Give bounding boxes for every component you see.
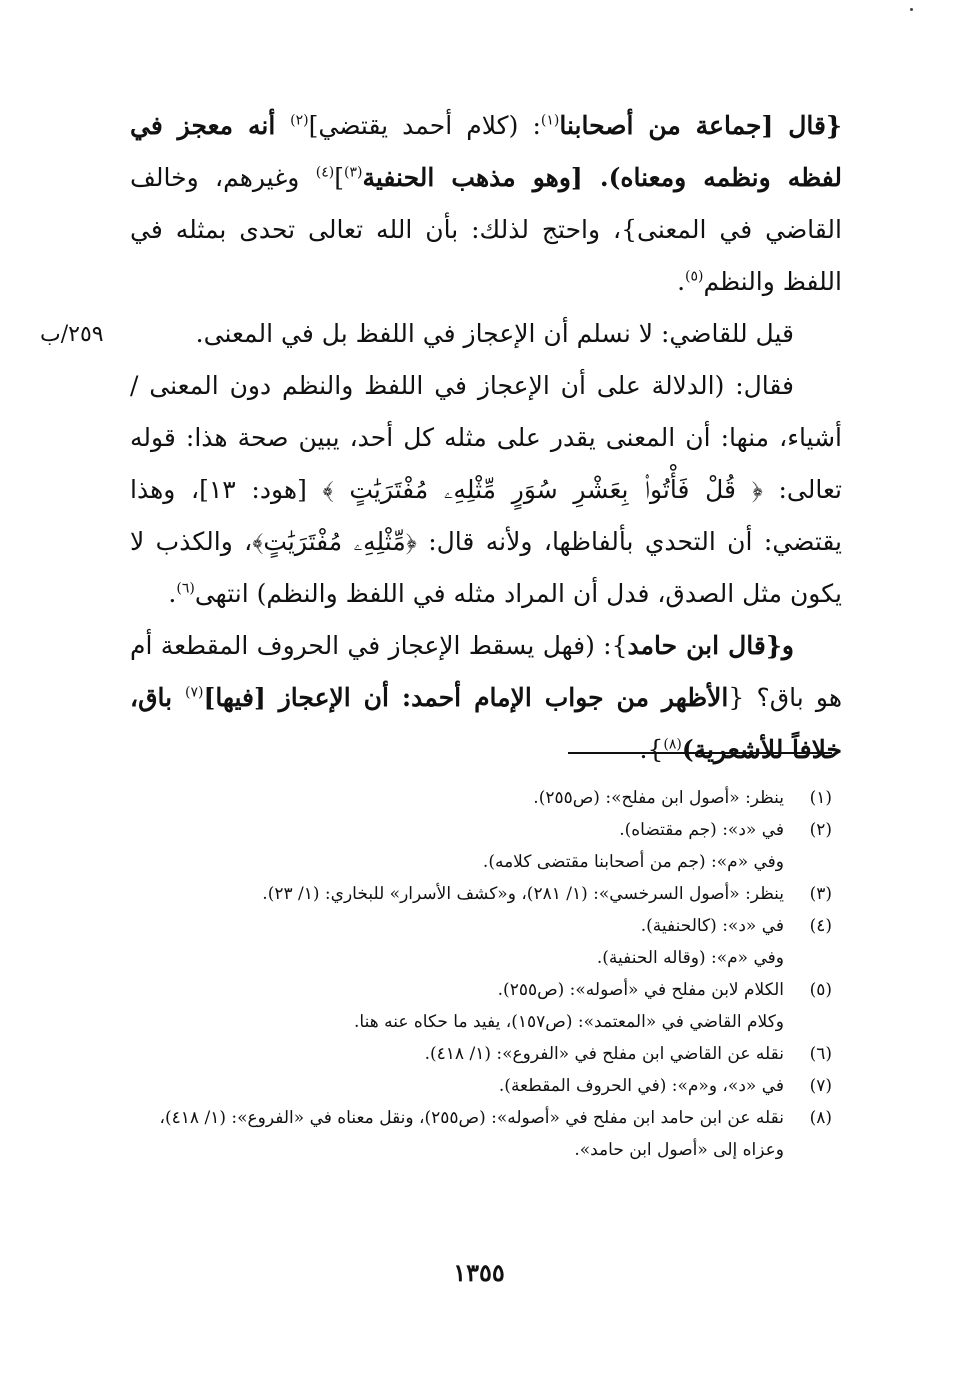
footnote-ref: (١)	[540, 112, 560, 129]
footnote-line	[130, 942, 832, 974]
text-segment: ]	[334, 163, 344, 192]
footnote-number	[784, 942, 832, 974]
text-segment: }: (فهل يسقط الإعجاز في الحروف المقطعة أم هو باق؟ {	[130, 631, 843, 712]
footnote-ref: (٤)	[315, 164, 335, 181]
text-segment: وغيرهم، وخالف القاضي في المعنى}، واحتج لذلك: بأن الله تعالى تحدى بمثله في اللفظ والنظم	[130, 163, 842, 296]
footnote-ref: (٢)	[290, 112, 309, 129]
footnote-line	[130, 1006, 832, 1038]
bold-text-segment: {قال [جماعة من أصحابنا	[559, 111, 842, 140]
main-text	[130, 100, 842, 776]
footnote-text: وفي «م»: (جم من أصحابنا مقتضى كلامه).	[482, 852, 784, 872]
bold-text-segment: باق، خلافاً للأشعرية)	[130, 683, 842, 764]
paragraph	[130, 308, 842, 360]
footnote-number: (٥)	[809, 980, 832, 1000]
footnote-text: في «د»، و«م»: (في الحروف المقطعة).	[498, 1076, 784, 1096]
footnote-text: في «د»: (كالحنفية).	[640, 916, 784, 936]
paragraph	[130, 100, 842, 308]
margin-folio-note: ٢٥٩/ب	[40, 322, 104, 347]
footnote-text: ينظر: «أصول ابن مفلح»: (ص٢٥٥).	[533, 788, 784, 808]
footnote-number: (١)	[809, 788, 832, 808]
footnote-line	[130, 782, 832, 814]
text-segment: : (كلام أحمد يقتضي]	[308, 111, 541, 140]
footnote-line	[130, 878, 832, 910]
footnote-text: وكلام القاضي في «المعتمد»: (ص١٥٧)، يفيد ما حكاه عنه هنا.	[354, 1012, 784, 1032]
footnote-line	[130, 974, 832, 1006]
footnote-text: في «د»: (جم مقتضاه).	[619, 820, 784, 840]
page-number: ١٣٥٥	[453, 1258, 505, 1287]
footnote-ref: (٣)	[343, 164, 363, 181]
text-segment: .	[168, 579, 177, 608]
footnote-number: (٣)	[809, 884, 832, 904]
text-segment: فقال: (الدلالة على أن الإعجاز في اللفظ والنظم دون المعنى / أشياء، منها: أن المعنى يقدر على مثله كل أحد، يبين صحة هذا: قوله تعالى: ﴿ قُلْ فَأْتُوا۟ بِعَشْرِ سُوَرٍ مِّثْلِهِۦ مُفْتَرَيَٰتٍ ﴾ [هود: ١٣]، وهذا يقتضي: أن التحدي بألفاظها، ولأنه قال: ﴿مِّثْلِهِۦ مُفْتَرَيَٰتٍ﴾، والكذب لا يكون مثل الصدق، فدل أن المراد مثله في اللفظ والنظم) انتهى	[130, 371, 842, 608]
footnote-number: (٨)	[809, 1108, 832, 1128]
footnote-text: وفي «م»: (وقاله الحنفية).	[596, 948, 784, 968]
text-segment: }.	[639, 735, 664, 764]
footnote-number: (٧)	[809, 1076, 832, 1096]
footnote-line	[130, 910, 832, 942]
footnote-ref: (٥)	[685, 268, 704, 285]
bold-text-segment: أنه معجز في لفظه ونظمه ومعناه). [وهو مذهب الحنفية	[130, 111, 842, 192]
footnote-line	[130, 1102, 832, 1166]
footnote-number: (٤)	[809, 916, 832, 936]
footnote-ref: (٨)	[663, 736, 682, 753]
bold-text-segment: الأظهر من جواب الإمام أحمد: أن الإعجاز [فيها]	[203, 683, 729, 712]
footnote-separator	[568, 752, 832, 754]
text-segment: .	[677, 267, 686, 296]
footnote-number: (٢)	[809, 820, 832, 840]
scan-speck	[910, 8, 913, 11]
paragraph	[130, 360, 842, 620]
footnote-ref: (٦)	[176, 580, 195, 597]
footnotes	[130, 782, 832, 1166]
footnote-text: نقله عن ابن حامد ابن مفلح في «أصوله»: (ص٢٥٥)، ونقل معناه في «الفروع»: (١/ ٤١٨)، وعزاه إلى «أصول ابن حامد».	[159, 1108, 784, 1160]
bold-text-segment: و{قال ابن حامد	[627, 631, 794, 660]
footnote-text: الكلام لابن مفلح في «أصوله»: (ص٢٥٥).	[497, 980, 784, 1000]
text-segment: قيل للقاضي: لا نسلم أن الإعجاز في اللفظ بل في المعنى.	[195, 319, 794, 348]
footnote-line	[130, 846, 832, 878]
footnote-line	[130, 814, 832, 846]
footnote-line	[130, 1038, 832, 1070]
footnote-number	[784, 1006, 832, 1038]
footnote-number	[784, 846, 832, 878]
footnote-ref: (٧)	[185, 684, 204, 701]
footnote-number: (٦)	[809, 1044, 832, 1064]
footnote-text: ينظر: «أصول السرخسي»: (١/ ٢٨١)، و«كشف الأسرار» للبخاري: (١/ ٢٣).	[262, 884, 784, 904]
footnote-text: نقله عن القاضي ابن مفلح في «الفروع»: (١/ ٤١٨).	[424, 1044, 784, 1064]
footnote-line	[130, 1070, 832, 1102]
